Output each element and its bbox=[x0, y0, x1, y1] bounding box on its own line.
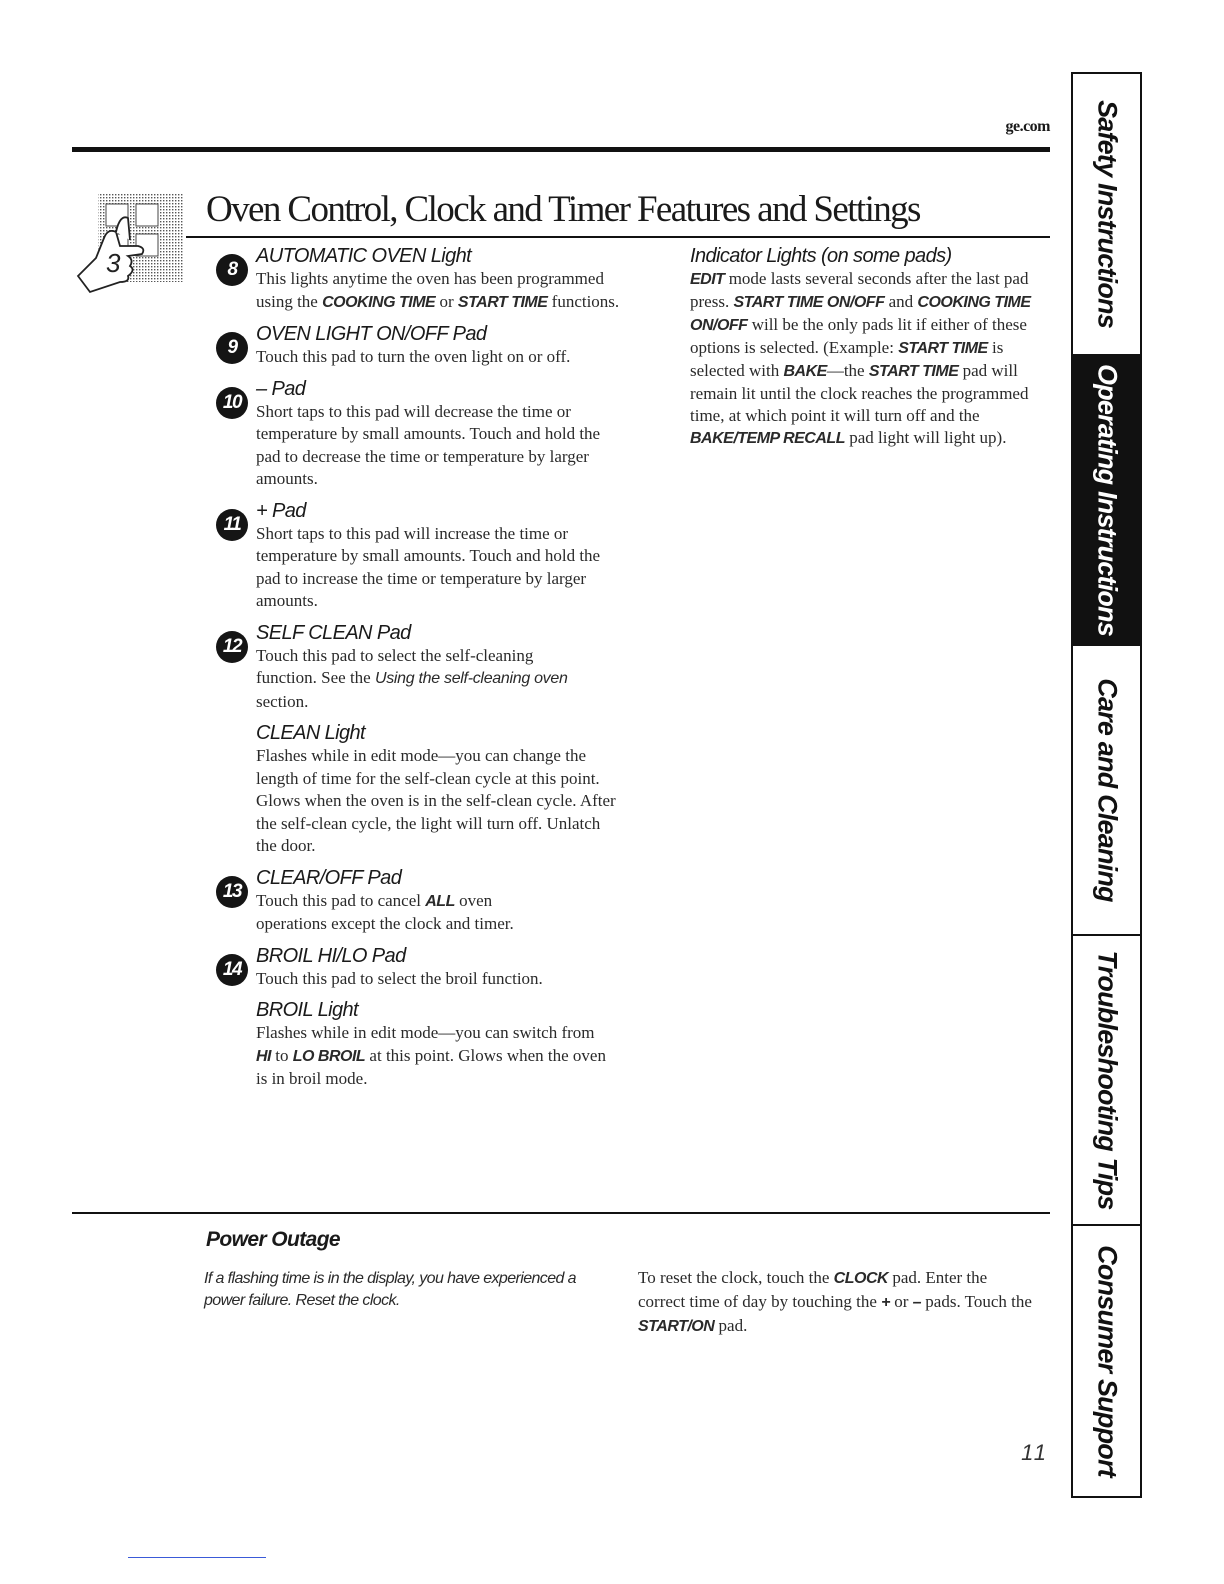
item-oven-light-pad bbox=[204, 322, 624, 369]
svg-text:3: 3 bbox=[106, 248, 121, 278]
item-heading: BROIL Light bbox=[256, 999, 358, 1021]
item-heading: OVEN LIGHT ON/OFF Pad bbox=[256, 323, 487, 345]
item-number-badge: 11 bbox=[216, 509, 248, 541]
item-number-badge: 14 bbox=[216, 954, 248, 986]
tab-safety-instructions[interactable]: Safety Instructions bbox=[1073, 74, 1140, 356]
item-heading: + Pad bbox=[256, 499, 306, 522]
footer-link-line bbox=[128, 1557, 266, 1558]
indicator-lights-heading: Indicator Lights (on some pads) bbox=[690, 245, 952, 267]
tab-troubleshooting-tips[interactable]: Troubleshooting Tips bbox=[1073, 936, 1140, 1226]
left-column bbox=[204, 244, 624, 1099]
item-body: Touch this pad to select the broil function. bbox=[256, 968, 543, 988]
power-outage-heading: Power Outage bbox=[206, 1228, 340, 1251]
right-column bbox=[690, 244, 1050, 450]
item-body: Flashes while in edit mode—you can switch from HI to LO BROIL at this point. Glows when the oven is in broil mode. bbox=[256, 1023, 606, 1088]
item-heading: BROIL HI/LO Pad bbox=[256, 944, 406, 967]
tab-operating-instructions[interactable]: Operating Instructions bbox=[1073, 356, 1140, 646]
item-body: This lights anytime the oven has been programmed using the COOKING TIME or START TIME functions. bbox=[256, 269, 620, 311]
page-title: Oven Control, Clock and Timer Features and Settings bbox=[206, 189, 920, 230]
item-number-badge: 13 bbox=[216, 876, 248, 908]
item-heading: – Pad bbox=[256, 377, 306, 400]
item-body: Short taps to this pad will increase the time or temperature by small amounts. Touch and hold the pad to increase the time or temperature by larger amounts. bbox=[256, 523, 601, 610]
title-rule bbox=[186, 236, 1050, 238]
item-body: Flashes while in edit mode—you can change the length of time for the self-clean cycle at this point. Glows when the oven is in the self-clean cycle. After the self-clean cycle, the light will turn off. Unlatch the door. bbox=[256, 746, 616, 855]
item-broil-light bbox=[204, 998, 624, 1091]
item-broil-pad bbox=[204, 944, 624, 991]
tab-care-and-cleaning[interactable]: Care and Cleaning bbox=[1073, 646, 1140, 936]
item-number-badge: 10 bbox=[216, 387, 248, 419]
section-tab-bar bbox=[1071, 72, 1142, 1498]
hand-pressing-keypad-icon bbox=[76, 188, 188, 294]
item-heading: SELF CLEAN Pad bbox=[256, 621, 411, 644]
item-plus-pad bbox=[204, 499, 624, 613]
item-number-badge: 8 bbox=[216, 254, 248, 286]
tab-consumer-support[interactable]: Consumer Support bbox=[1092, 1245, 1122, 1477]
item-body: Touch this pad to select the self-cleaning function. See the Using the self-cleaning oven section. bbox=[256, 645, 568, 711]
item-heading: CLEAR/OFF Pad bbox=[256, 866, 402, 889]
page-number: 11 bbox=[1021, 1440, 1048, 1465]
item-number-badge: 12 bbox=[216, 631, 248, 663]
power-outage-reset-instructions: To reset the clock, touch the CLOCK pad. Enter the correct time of day by touching the + or – pads. Touch the START/ON pad. bbox=[638, 1268, 1032, 1335]
item-body: Short taps to this pad will decrease the time or temperature by small amounts. Touch and hold the pad to decrease the time or temperature by larger amounts. bbox=[256, 401, 601, 488]
item-self-clean-pad bbox=[204, 621, 624, 714]
power-outage-note: If a flashing time is in the display, you have experienced a power failure. Reset the clock. bbox=[204, 1270, 576, 1309]
item-heading: AUTOMATIC OVEN Light bbox=[256, 245, 472, 267]
item-clear-off-pad bbox=[204, 866, 624, 936]
top-rule bbox=[72, 147, 1050, 152]
site-url: ge.com bbox=[1005, 118, 1050, 135]
item-body: Touch this pad to turn the oven light on or off. bbox=[256, 347, 571, 366]
item-heading: CLEAN Light bbox=[256, 722, 366, 744]
section-rule bbox=[72, 1212, 1050, 1214]
item-clean-light bbox=[204, 721, 624, 858]
item-number-badge: 9 bbox=[216, 332, 248, 364]
item-automatic-oven-light bbox=[204, 244, 624, 314]
indicator-lights-body: EDIT mode lasts several seconds after the last pad press. START TIME ON/OFF and COOKING TIME ON/OFF will be the only pads lit if either of these options is selected. (Example: START TIME is selected with BAKE—the START TIME pad will remain lit until the clock reaches the programmed time, at which point it will turn off and the BAKE/TEMP RECALL pad light will light up). bbox=[690, 269, 1031, 447]
item-body: Touch this pad to cancel ALL oven operations except the clock and timer. bbox=[256, 890, 514, 933]
item-minus-pad bbox=[204, 377, 624, 491]
